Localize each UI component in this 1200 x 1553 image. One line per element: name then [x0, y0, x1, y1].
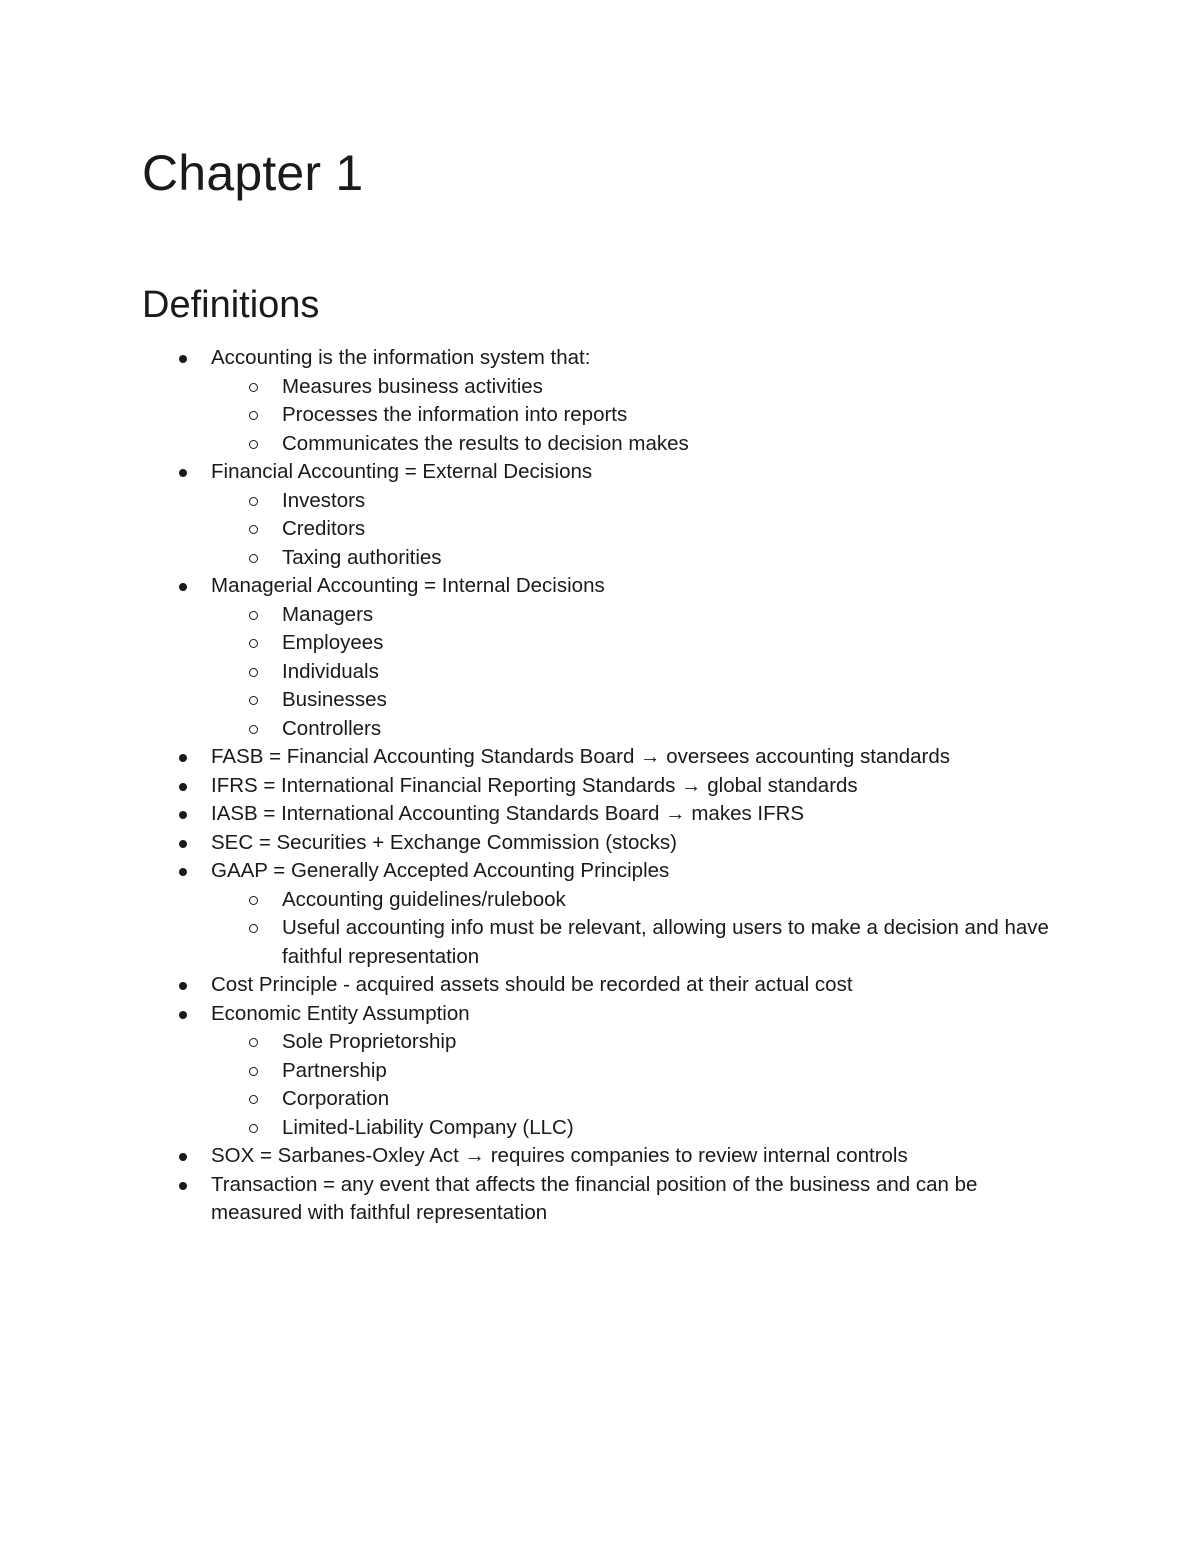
sub-list-item: [0, 373, 1200, 402]
list-item: [0, 772, 1200, 801]
hollow-bullet-icon: [249, 639, 258, 648]
filled-bullet-icon: [179, 754, 187, 762]
list-item-text: Economic Entity Assumption: [211, 1001, 470, 1025]
list-item-text: Creditors: [282, 517, 366, 540]
hollow-bullet-icon: [249, 1038, 258, 1047]
section-title: Definitions: [142, 284, 320, 326]
hollow-bullet-icon: [249, 1067, 258, 1076]
list-item: [0, 458, 1200, 487]
sub-list-item: [0, 1114, 1200, 1143]
sub-list-item: [0, 544, 1200, 573]
hollow-bullet-icon: [249, 696, 258, 705]
filled-bullet-icon: [179, 355, 187, 363]
list-item: [0, 1142, 1200, 1171]
list-item-text: Managerial Accounting = Internal Decisions: [211, 574, 605, 597]
filled-bullet-icon: [179, 469, 187, 477]
list-item-text: GAAP = Generally Accepted Accounting Principles: [211, 859, 670, 882]
list-item-text: Measures business activities: [282, 374, 543, 398]
list-item-text: Communicates the results to decision makes: [282, 431, 689, 455]
list-item-text: Useful accounting info must be relevant, allowing users to make a decision and have faithful representation: [282, 916, 1049, 968]
hollow-bullet-icon: [249, 440, 258, 449]
hollow-bullet-icon: [249, 497, 258, 506]
hollow-bullet-icon: [249, 896, 258, 905]
list-item: [0, 743, 1200, 772]
list-item-text: Taxing authorities: [282, 545, 442, 569]
list-item-text: Transaction = any event that affects the financial position of the business and can be measured with faithful representation: [211, 1172, 978, 1224]
list-item-text: IFRS = International Financial Reporting Standards → global standards: [211, 773, 858, 797]
list-item-text: SOX = Sarbanes-Oxley Act → requires companies to review internal controls: [211, 1144, 908, 1167]
filled-bullet-icon: [179, 783, 187, 791]
hollow-bullet-icon: [249, 1124, 258, 1133]
filled-bullet-icon: [179, 1011, 187, 1019]
filled-bullet-icon: [179, 811, 187, 819]
list-item: [0, 971, 1200, 1000]
definitions-list: [0, 344, 1200, 1228]
list-item: [0, 857, 1200, 886]
filled-bullet-icon: [179, 982, 187, 990]
list-item: [0, 344, 1200, 373]
filled-bullet-icon: [179, 583, 187, 591]
list-item-text: Accounting is the information system that:: [211, 346, 591, 369]
sub-list-item: [0, 1085, 1200, 1114]
sub-list-item: [0, 715, 1200, 744]
list-item-text: Businesses: [282, 688, 387, 711]
list-item-text: Controllers: [282, 716, 382, 740]
list-item-text: SEC = Securities + Exchange Commission (stocks): [211, 830, 677, 854]
sub-list-item: [0, 515, 1200, 544]
list-item-text: Corporation: [282, 1087, 390, 1110]
hollow-bullet-icon: [249, 411, 258, 420]
sub-list-item: [0, 886, 1200, 915]
filled-bullet-icon: [179, 868, 187, 876]
list-item-text: Investors: [282, 488, 366, 512]
list-item-text: Accounting guidelines/rulebook: [282, 887, 566, 911]
hollow-bullet-icon: [249, 383, 258, 392]
list-item-text: Employees: [282, 631, 384, 654]
hollow-bullet-icon: [249, 1095, 258, 1104]
sub-list-item: [0, 401, 1200, 430]
list-item-text: Processes the information into reports: [282, 403, 628, 426]
list-item: [0, 800, 1200, 829]
sub-list-item: [0, 1028, 1200, 1057]
sub-list-item: [0, 658, 1200, 687]
filled-bullet-icon: [179, 1182, 187, 1190]
chapter-title: Chapter 1: [142, 145, 364, 201]
hollow-bullet-icon: [249, 611, 258, 620]
list-item-text: Cost Principle - acquired assets should be recorded at their actual cost: [211, 973, 853, 996]
filled-bullet-icon: [179, 1153, 187, 1161]
sub-list-item: [0, 629, 1200, 658]
sub-list-item: [0, 487, 1200, 516]
hollow-bullet-icon: [249, 668, 258, 677]
list-item-text: Managers: [282, 602, 374, 626]
list-item: [0, 1000, 1200, 1029]
hollow-bullet-icon: [249, 725, 258, 734]
list-item-text: Sole Proprietorship: [282, 1030, 457, 1053]
list-item: [0, 572, 1200, 601]
hollow-bullet-icon: [249, 525, 258, 534]
list-item: [0, 829, 1200, 858]
sub-list-item: [0, 430, 1200, 459]
sub-list-item: [0, 914, 1200, 971]
filled-bullet-icon: [179, 840, 187, 848]
list-item-text: Limited-Liability Company (LLC): [282, 1115, 574, 1139]
sub-list-item: [0, 1057, 1200, 1086]
hollow-bullet-icon: [249, 554, 258, 563]
list-item: [0, 1171, 1200, 1228]
sub-list-item: [0, 686, 1200, 715]
list-item-text: Individuals: [282, 659, 379, 683]
sub-list-item: [0, 601, 1200, 630]
hollow-bullet-icon: [249, 924, 258, 933]
list-item-text: Financial Accounting = External Decisions: [211, 460, 593, 483]
list-item-text: Partnership: [282, 1058, 387, 1082]
list-item-text: IASB = International Accounting Standards Board → makes IFRS: [211, 802, 805, 825]
list-item-text: FASB = Financial Accounting Standards Board → oversees accounting standards: [211, 745, 951, 768]
